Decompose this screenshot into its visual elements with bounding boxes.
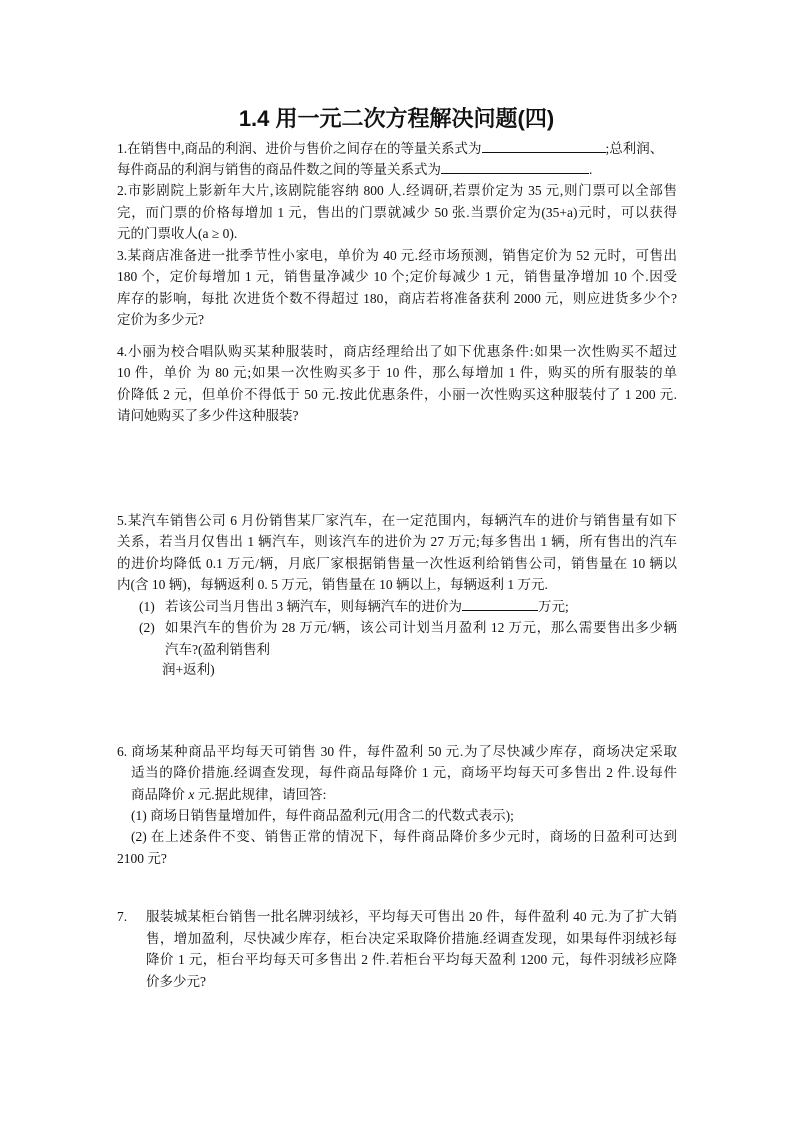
variable-x: x [188,787,195,802]
answer-blank[interactable] [482,140,606,153]
question-2-line: 2.市影剧院上影新年大片,该剧院能容纳 800 人.经调研,若票价定为 35 元,则门票可以全部售 [117,183,677,198]
q5-part-2-line: 汽车?(盈利销售利 [165,642,270,657]
question-1-line-1 [117,140,677,158]
question-4-line: 4.小丽为校合唱队购买某种服装时，商店经理给出了如下优惠条件:如果一次性购买不超过 [117,344,677,359]
q6-text: 商品降价 [131,787,189,802]
question-3-line: 180 个，定价每增加 1 元，销售量净减少 10 个;定价每减少 1 元，销售量净增加 10 个.因受 [117,269,677,284]
q6-part-2: 2100 元? [117,851,167,866]
question-5-line: 5.某汽车销售公司 6 月份销售某厂家汽车，在一定范围内，每辆汽车的进价与销售量有如下 [117,513,677,528]
question-7-line: 售，增加盈利，尽快减少库存，柜台决定采取降价措施.经调查发现，如果每件羽绒衫每 [146,931,677,946]
question-4-line: 10 件，单价 为 80 元;如果一次性购买多于 10 件，那么每增加 1 件，购买的所有服装的单 [117,365,677,380]
answer-blank[interactable] [462,598,538,611]
question-5-line: 内(含 10 辆)，每辆返利 0. 5 万元，销售量在 10 辆以上，每辆返利 1 万元. [117,577,548,592]
question-6-line: 6. 商场某种商品平均每天可销售 30 件，每件盈利 50 元.为了尽快减少库存，商场决定采取 [117,744,677,759]
question-7-number: 7. [117,909,128,924]
question-3-line: 3.某商店准备进一批季节性小家电，单价为 40 元.经市场预测，销售定价为 52 元时，可售出 [117,248,677,263]
q6-part-2: (2) 在上述条件不变、销售正常的情况下，每件商品降价多少元时，商场的日盈利可达到 [131,829,677,844]
q5-part-1-text: 若该公司当月售出 3 辆汽车，则每辆汽车的进价为 [165,599,462,614]
q6-part-1: (1) 商场日销售量增加件，每件商品盈利元(用含二的代数式表示); [131,808,514,823]
q5-part-2-number: (2) [139,620,155,635]
question-6-line [131,786,677,804]
question-7-line: 服装城某柜台销售一批名牌羽绒衫，平均每天可售出 20 件，每件盈利 40 元.为了扩大销 [146,909,677,924]
q6-text: 元.据此规律，请回答: [194,787,327,802]
q1-text: 每件商品的利润与销售的商品件数之间的等量关系式为 [117,162,441,177]
q5-part-1-text: 万元; [538,599,569,614]
q5-part-1 [165,598,677,616]
question-3-line: 定价为多少元? [117,312,204,327]
question-3-line: 库存的影响，每批 次进货个数不得超过 180，商店若将准备获利 2000 元，则应进货多少个? [117,291,677,306]
question-1-line-2 [117,161,677,179]
question-5-line: 关系，若当月仅售出 1 辆汽车，则该汽车的进价为 27 万元;每多售出 1 辆，所有售出的汽车 [117,534,677,549]
question-5-line: 的进价均降低 0.1 万元/辆，月底厂家根据销售量一次性返利给销售公司，销售量在 10 辆以 [117,556,677,571]
question-7-line: 降价 1 元，柜台平均每天可多售出 2 件.若柜台平均每天盈利 1200 元，每件羽绒衫应降 [146,952,677,967]
q1-text: ;总利润、 [605,141,664,156]
answer-blank[interactable] [441,161,589,174]
question-7-line: 价多少元? [146,974,206,989]
question-2-line: 完，而门票的价格每增加 1 元，售出的门票就减少 50 张.当票价定为(35+a)元时，可以获得 [117,205,677,220]
page-title: 1.4 用一元二次方程解决问题(四) [238,106,555,131]
question-4-line: 请问她购买了多少件这种服装? [117,408,299,423]
q1-text: 1.在销售中,商品的利润、进价与售价之间存在的等量关系式为 [117,141,482,156]
question-6-line: 适当的降价措施.经调查发现，每件商品每降价 1 元，商场平均每天可多售出 2 件.设每件 [131,765,677,780]
q5-part-2-line: 如果汽车的售价为 28 万元/辆，该公司计划当月盈利 12 万元，那么需要售出多少辆 [165,620,677,635]
q5-part-1-number: (1) [139,599,155,614]
question-4-line: 价降低 2 元，但单价不得低于 50 元.按此优惠条件，小丽一次性购买这种服装付了 1 200 元. [117,387,677,402]
q5-part-2-line: 润+返利) [162,662,215,677]
question-2-line: 元的门票收人(a ≥ 0). [117,226,238,241]
q1-text: . [589,162,593,177]
